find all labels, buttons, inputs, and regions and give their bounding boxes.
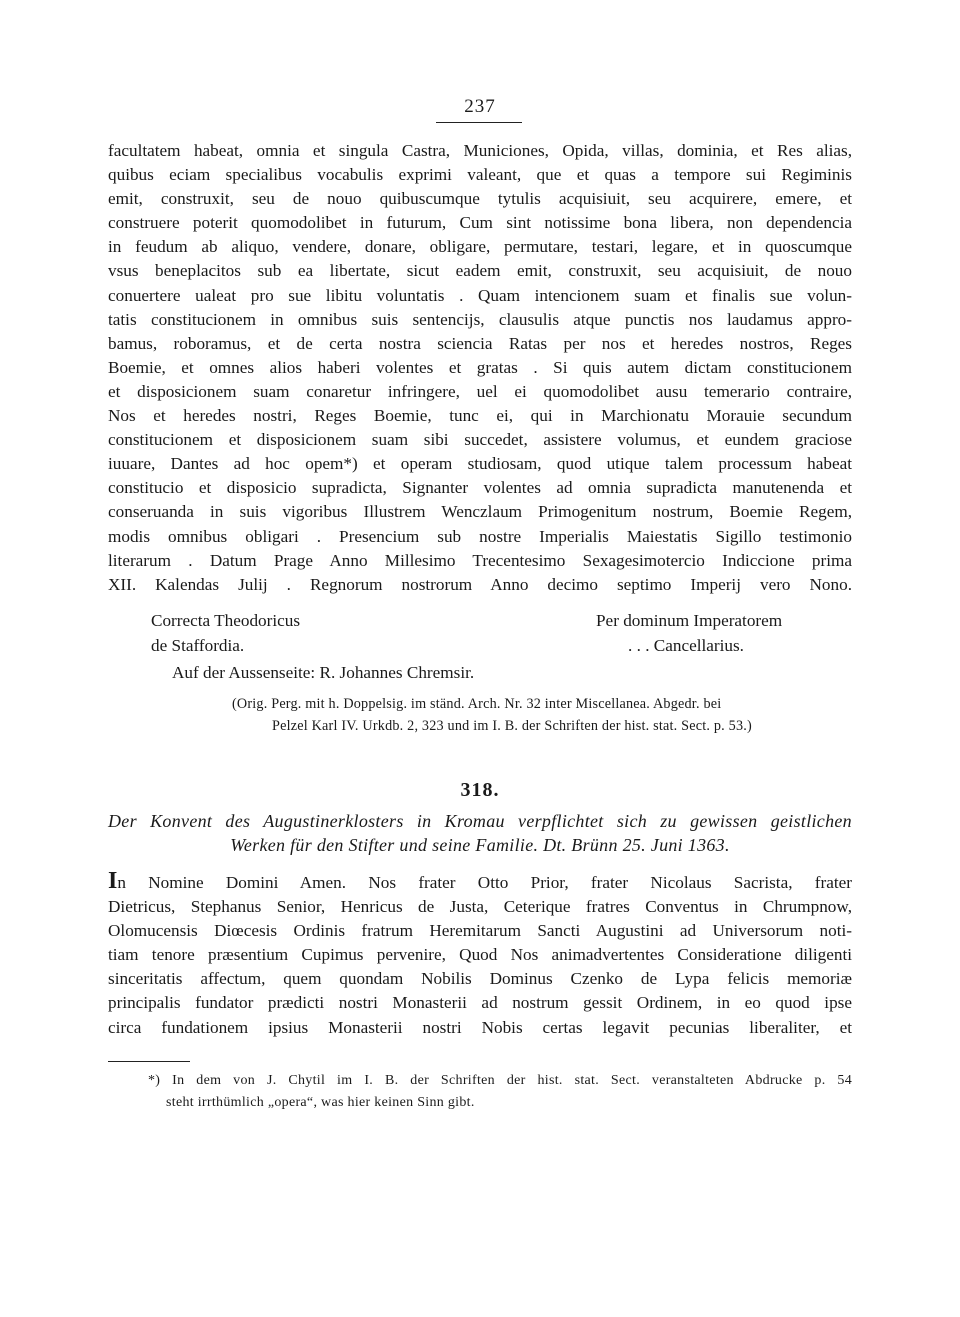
text-line: Dietricus, Stephanus Senior, Henricus de Justa, Ceterique fratres Conventus in Chrumpnow, (108, 897, 852, 917)
source-note-line: Pelzel Karl IV. Urkdb. 2, 323 und im I. B. der Schriften der hist. stat. Sect. p. 53.) (272, 718, 752, 734)
signature-cancellarius: . . . Cancellarius. (628, 636, 744, 655)
document-number: 318. (460, 779, 500, 801)
text-line: bamus, roboramus, et de certa nostra sciencia Ratas per nos et heredes nostros, Reges (108, 333, 852, 353)
text-line: et disposicionem suam conaretur infringere, uel ei quomodolibet ausu temerario contraire, (108, 381, 852, 401)
text-line: Nos et heredes nostri, Reges Boemie, tunc ei, qui in Marchionatu Morauie secundum (108, 406, 852, 426)
text-line: principalis fundator prædicti nostri Monasterii ad nostrum gessit Ordinem, in eo quod ipse (108, 993, 852, 1013)
text-line: Olomucensis Diœcesis Ordinis fratrum Heremitarum Sancti Augustini ad Universorum noti- (108, 921, 852, 941)
charter-text-paragraph (108, 139, 852, 597)
source-note-line: (Orig. Perg. mit h. Doppelsig. im ständ. Arch. Nr. 32 inter Miscellanea. Abgedr. bei (232, 696, 722, 712)
drop-cap: I (108, 868, 118, 894)
signature-staffordia: de Staffordia. (151, 636, 245, 655)
page-number-rule (436, 122, 522, 123)
text-line: construere poterit quomodolibet in futurum, Cum sint notissime bona libera, non dependencia (108, 213, 852, 233)
text-line: iuuare, Dantes ad hoc opem*) et operam studiosam, quod utique talem processum habeat (108, 454, 852, 474)
text-line: in feudum ab aliquo, vendere, donare, obligare, permutare, testari, legare, et in quoscumque (108, 237, 852, 257)
text-line: tatis constitucionem in omnibus suis sentencijs, clausulis atque punctis nos laudamus appro- (108, 309, 852, 329)
page-number: 237 (464, 96, 496, 117)
text-line: tiam tenore præsentium Cupimus pervenire, Quod Nos animadvertentes Consideratione diligenti (108, 945, 852, 965)
text-line-rest: n Nomine Domini Amen. Nos frater Otto Prior, frater Nicolaus Sacrista, frater (117, 873, 852, 892)
text-line: circa fundationem ipsius Monasterii nostri Nobis certas legavit pecunias liberaliter, et (108, 1017, 852, 1037)
document-heading-line: Werken für den Stifter und seine Familie. Dt. Brünn 25. Juni 1363. (230, 835, 730, 855)
text-line: literarum . Datum Prage Anno Millesimo Trecentesimo Sexagesimotercio Indiccione prima (108, 550, 852, 570)
signature-correcta: Correcta Theodoricus (151, 611, 301, 630)
text-line: Boemie, et omnes alios haberi volentes et gratas . Si quis autem dictam constitucionem (108, 357, 852, 377)
signature-imperator: Per dominum Imperatorem (596, 611, 783, 630)
text-line (108, 868, 852, 895)
text-line: conuertere ualeat pro sue libitu voluntatis . Quam intencionem suam et finalis sue volun- (108, 285, 852, 305)
text-line: XII. Kalendas Julij . Regnorum nostrorum Anno decimo septimo Imperij vero Nono. (108, 574, 852, 594)
footnote-rule (108, 1061, 190, 1062)
text-line: quibus eciam specialibus vocabulis exprimi valeant, que et quas a tempore sui Regiminis (108, 165, 852, 185)
text-line: constitucio et disposicio supradicta, Signanter volentes ad omnia supradicta manutenenda et (108, 478, 852, 498)
footnote-line: *) In dem von J. Chytil im I. B. der Schriften der hist. stat. Sect. veranstalteten Abdrucke p. 54 (148, 1073, 852, 1088)
text-line: emit, construxit, seu de nouo quibuscumque tytulis acquisiuit, seu acquirere, emere, et (108, 189, 852, 209)
text-line: constitucionem et disposicionem suam sibi succedet, assistere volumus, et eundem graciose (108, 430, 852, 450)
outside-inscription: Auf der Aussenseite: R. Johannes Chremsir. (172, 663, 475, 682)
text-line: modis omnibus obligari . Presencium sub nostre Imperialis Maiestatis Sigillo testimonio (108, 526, 852, 546)
text-line: conseruanda in suis vigoribus Illustrem Wenczlaum Primogenitum nostrum, Boemie Regem, (108, 502, 852, 522)
text-line: facultatem habeat, omnia et singula Castra, Municiones, Opida, villas, dominia, et Res alias, (108, 141, 852, 160)
document-heading-line: Der Konvent des Augustinerklosters in Kromau verpflichtet sich zu gewissen geistlichen (108, 811, 852, 831)
charter-text-paragraph (108, 868, 852, 1040)
text-line: vsus beneplacitos sub ea libertate, sicut eadem emit, construxit, seu acquisiuit, de nouo (108, 261, 852, 281)
footnote-line: steht irrthümlich „opera“, was hier keinen Sinn gibt. (166, 1095, 475, 1110)
text-line: sinceritatis affectum, quem quondam Nobilis Dominus Czenko de Lypa felicis memoriæ (108, 969, 852, 989)
